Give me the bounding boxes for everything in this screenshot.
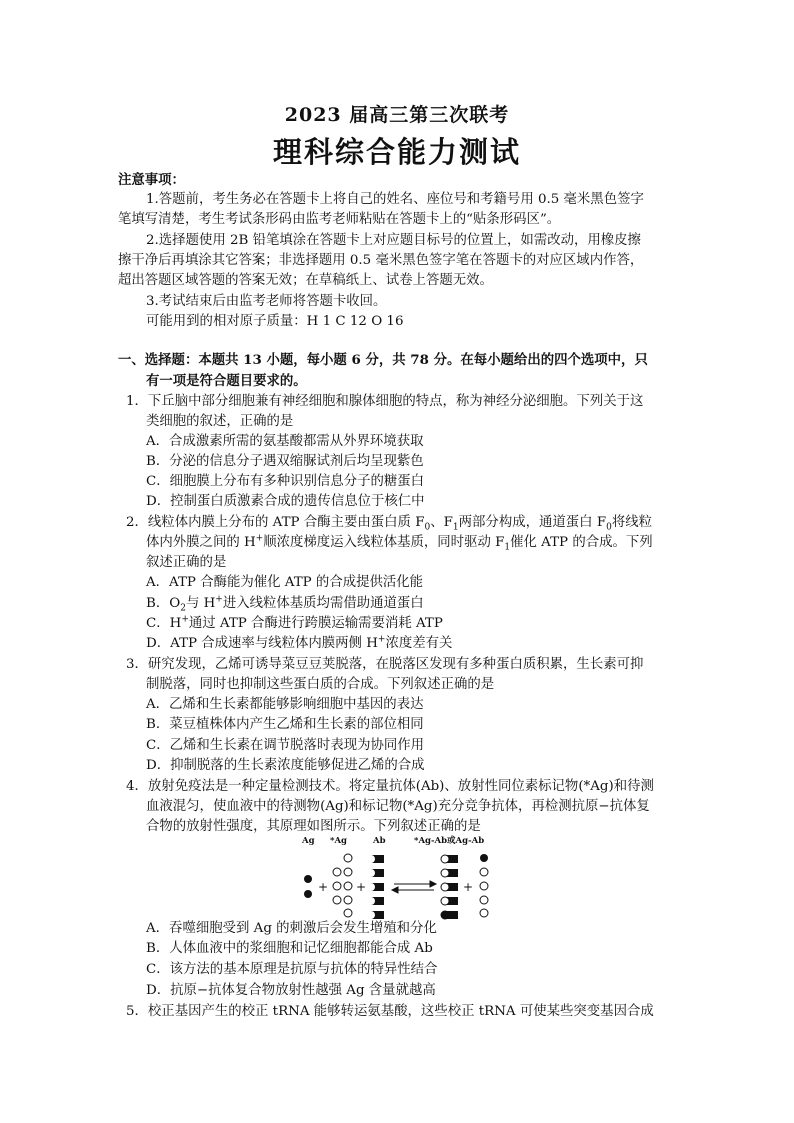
- label-star-ag: *Ag: [330, 836, 347, 846]
- q3-option-c: C．乙烯和生长素在调节脱落时表现为协同作用: [146, 738, 425, 753]
- q2-option-a: A．ATP 合酶能为催化 ATP 的合成提供活化能: [146, 575, 424, 590]
- ag-molecule: [304, 875, 312, 883]
- exam-series-title: 2023 届高三第三次联考: [284, 104, 510, 126]
- q4-option-c: C．该方法的基本原理是抗原与抗体的特异性结合: [146, 962, 438, 977]
- q2-stem-line-2: 体内外膜之间的 H+顺浓度梯度运入线粒体基质，同时驱动 $F_1$催化 ATP 的合成。下列: [146, 533, 653, 553]
- plus-sign-1: +: [318, 880, 329, 894]
- q4-stem-line-1: 4．放射免疫法是一种定量检测技术。将定量抗体(Ab)、放射性同位素标记物(*Ag)和待测: [126, 779, 654, 794]
- exam-subject-title: 理科综合能力测试: [272, 135, 521, 169]
- q2-option-c: C．H+通过 ATP 合酶进行跨膜运输需要消耗 ATP: [146, 614, 443, 631]
- note-3: 3.考试结束后由监考老师将答题卡收回。: [146, 294, 387, 309]
- antigen-antibody-complexes: [441, 855, 458, 919]
- free-molecules: [480, 854, 488, 917]
- reversible-arrows: [392, 881, 436, 893]
- q4-option-d: D．抗原−抗体复合物放射性越强 Ag 含量就越高: [146, 983, 436, 998]
- q3-stem-line-1: 3．研究发现，乙烯可诱导菜豆豆荚脱落，在脱落区发现有多种蛋白质积累，生长素可抑: [126, 657, 644, 672]
- q2-stem-line-1: 2．线粒体内膜上分布的 ATP 合酶主要由蛋白质 $F_0$、$F_1$两部分构成，通道蛋白 $F_0$将线粒: [126, 515, 653, 533]
- q2-option-b: B．$O_2$与 H+进入线粒体基质均需借助通道蛋白: [146, 594, 424, 614]
- note-2-line-3: 超出答题区域答题的答案无效；在草稿纸上、试卷上答题无效。: [118, 273, 493, 288]
- plus-sign-3: +: [463, 880, 474, 894]
- q4-stem-line-2: 血液混匀，使血液中的待测物(Ag)和标记物(*Ag)充分竞争抗体，再检测抗原−抗体复: [146, 799, 650, 814]
- q1-option-c: C．细胞膜上分布有多种识别信息分子的糖蛋白: [146, 474, 425, 489]
- atomic-mass-note: 可能用到的相对原子质量：H 1 C 12 O 16: [146, 314, 404, 329]
- plus-sign-2: +: [356, 880, 367, 894]
- q2-stem-line-3: 叙述正确的是: [146, 555, 227, 570]
- q3-option-d: D．抑制脱落的生长素浓度能够促进乙烯的合成: [146, 758, 425, 773]
- q1-option-a: A．合成激素所需的氨基酸都需从外界环境获取: [146, 434, 424, 449]
- note-2-line-2: 擦干净后再填涂其它答案；非选择题用 0.5 毫米黑色签字笔在答题卡的对应区域内作答，: [118, 253, 644, 268]
- q2-option-d: D．ATP 合成速率与线粒体内膜两侧 H+浓度差有关: [146, 634, 453, 651]
- q3-option-b: B．菜豆植株体内产生乙烯和生长素的部位相同: [146, 717, 424, 732]
- label-ag: Ag: [302, 836, 315, 846]
- q1-option-b: B．分泌的信息分子遇双缩脲试剂后均呈现紫色: [146, 454, 424, 469]
- notes-title: 注意事项：: [118, 172, 185, 188]
- note-1-line-2: 笔填写清楚，考生考试条形码由监考老师粘贴在答题卡上的“贴条形码区”。: [118, 212, 561, 227]
- section-heading-line-1: 一、选择题：本题共 13 小题，每小题 6 分，共 78 分。在每小题给出的四个选项中，只: [118, 352, 648, 368]
- radioimmunoassay-diagram: [290, 834, 510, 924]
- q4-option-a: A．吞噬细胞受到 Ag 的刺激后会发生增殖和分化: [146, 921, 437, 936]
- q5-stem-line-1: 5．校正基因产生的校正 tRNA 能够转运氨基酸，这些校正 tRNA 可使某些突变基因合成: [126, 1004, 654, 1019]
- star-ag-molecules: [333, 854, 352, 917]
- label-ab: Ab: [373, 836, 386, 846]
- note-2-line-1: 2.选择题使用 2B 铅笔填涂在答题卡上对应题目标号的位置上，如需改动，用橡皮擦: [146, 233, 641, 248]
- label-complex: *Ag-Ab或Ag-Ab: [414, 836, 485, 846]
- q3-option-a: A．乙烯和生长素都能够影响细胞中基因的表达: [146, 697, 424, 712]
- ag-molecule: [304, 890, 312, 898]
- ab-molecules: [371, 855, 384, 919]
- section-heading-line-2: 有一项是符合题目要求的。: [146, 373, 307, 389]
- q4-stem-line-3: 合物的放射性强度，其原理如图所示。下列叙述正确的是: [146, 819, 481, 834]
- q4-option-b: B．人体血液中的浆细胞和记忆细胞都能合成 Ab: [146, 941, 433, 956]
- q1-stem-line-2: 类细胞的叙述，正确的是: [146, 414, 294, 429]
- note-1-line-1: 1.答题前，考生务必在答题卡上将自己的姓名、座位号和考籍号用 0.5 毫米黑色签字: [146, 192, 644, 207]
- q1-stem-line-1: 1．下丘脑中部分细胞兼有神经细胞和腺体细胞的特点，称为神经分泌细胞。下列关于这: [126, 394, 644, 409]
- q3-stem-line-2: 制脱落，同时也抑制这些蛋白质的合成。下列叙述正确的是: [146, 677, 495, 692]
- q1-option-d: D．控制蛋白质激素合成的遗传信息位于核仁中: [146, 494, 425, 509]
